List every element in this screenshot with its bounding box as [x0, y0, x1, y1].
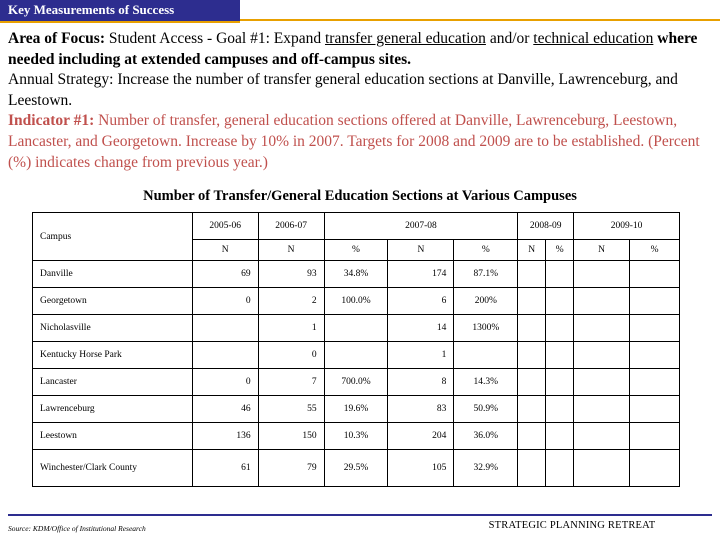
row-cell	[546, 423, 574, 450]
row-cell: 29.5%	[324, 450, 388, 487]
row-cell	[574, 450, 630, 487]
row-cell: 6	[388, 288, 454, 315]
row-cell	[574, 369, 630, 396]
row-cell	[630, 450, 680, 487]
row-campus: Georgetown	[33, 288, 193, 315]
header-year-2006-07: 2006-07	[258, 213, 324, 240]
subheader-n-2005: N	[192, 240, 258, 261]
row-cell: 50.9%	[454, 396, 518, 423]
indicator-paragraph	[8, 111, 714, 173]
row-cell: 105	[388, 450, 454, 487]
subheader-pct-2006: %	[324, 240, 388, 261]
table-row	[33, 261, 680, 288]
row-cell: 61	[192, 450, 258, 487]
row-cell: 79	[258, 450, 324, 487]
subheader-pct-2008: %	[546, 240, 574, 261]
table-row	[33, 288, 680, 315]
area-of-focus-text-3: where needed including at extended campuses and off-campus sites.	[8, 30, 698, 68]
row-campus: Danville	[33, 261, 193, 288]
row-cell: 204	[388, 423, 454, 450]
header-year-2007-08: 2007-08	[324, 213, 518, 240]
row-cell: 7	[258, 369, 324, 396]
title-bar-rule	[240, 19, 720, 21]
row-cell	[454, 342, 518, 369]
row-cell	[574, 423, 630, 450]
row-cell: 87.1%	[454, 261, 518, 288]
row-campus: Nicholasville	[33, 315, 193, 342]
subheader-n-2006: N	[258, 240, 324, 261]
row-campus: Kentucky Horse Park	[33, 342, 193, 369]
row-cell: 8	[388, 369, 454, 396]
subheader-n-2009: N	[574, 240, 630, 261]
row-cell: 136	[192, 423, 258, 450]
row-cell	[546, 396, 574, 423]
row-cell: 10.3%	[324, 423, 388, 450]
row-campus: Lawrenceburg	[33, 396, 193, 423]
row-cell	[518, 396, 546, 423]
area-of-focus-text-1: Student Access - Goal #1: Expand	[105, 30, 325, 47]
row-cell	[546, 288, 574, 315]
table-row	[33, 450, 680, 487]
row-cell	[574, 396, 630, 423]
row-cell	[630, 423, 680, 450]
indicator-label: Indicator #1:	[8, 112, 95, 130]
body-text-block	[8, 29, 714, 173]
subheader-pct-2007: %	[454, 240, 518, 261]
row-cell	[518, 315, 546, 342]
area-of-focus-underline-1: transfer general education	[324, 30, 486, 47]
row-cell	[574, 288, 630, 315]
header-year-2005-06: 2005-06	[192, 213, 258, 240]
row-cell	[518, 450, 546, 487]
subheader-n-2007: N	[388, 240, 454, 261]
row-cell: 150	[258, 423, 324, 450]
row-cell	[630, 315, 680, 342]
row-cell	[518, 261, 546, 288]
row-cell: 32.9%	[454, 450, 518, 487]
table-caption: Number of Transfer/General Education Sections at Various Campuses	[143, 188, 577, 204]
footer-divider	[8, 514, 712, 516]
row-campus: Lancaster	[33, 369, 193, 396]
row-cell	[546, 369, 574, 396]
row-cell: 55	[258, 396, 324, 423]
row-cell: 2	[258, 288, 324, 315]
row-cell	[324, 342, 388, 369]
table-row	[33, 342, 680, 369]
data-table-wrapper	[32, 212, 680, 487]
row-cell: 93	[258, 261, 324, 288]
row-campus: Leestown	[33, 423, 193, 450]
row-cell	[574, 261, 630, 288]
annual-strategy-paragraph	[8, 70, 714, 111]
row-cell	[630, 369, 680, 396]
row-cell: 19.6%	[324, 396, 388, 423]
row-cell: 1	[388, 342, 454, 369]
row-cell	[546, 342, 574, 369]
area-of-focus-text-2: and/or	[485, 30, 534, 47]
row-cell: 0	[192, 288, 258, 315]
table-header-row	[33, 213, 680, 240]
row-cell	[518, 288, 546, 315]
row-cell	[630, 261, 680, 288]
row-cell	[574, 315, 630, 342]
footer-source: Source: KDM/Office of Institutional Research	[8, 524, 146, 533]
row-cell	[546, 450, 574, 487]
row-cell	[324, 315, 388, 342]
row-cell: 0	[258, 342, 324, 369]
subheader-n-2008: N	[518, 240, 546, 261]
row-cell: 0	[192, 369, 258, 396]
row-cell	[546, 261, 574, 288]
area-of-focus-label: Area of Focus:	[8, 30, 105, 47]
row-cell	[630, 342, 680, 369]
row-cell	[192, 342, 258, 369]
row-cell: 14	[388, 315, 454, 342]
row-cell	[630, 288, 680, 315]
row-cell: 14.3%	[454, 369, 518, 396]
row-cell	[518, 342, 546, 369]
table-row	[33, 396, 680, 423]
area-of-focus-paragraph	[8, 29, 714, 70]
area-of-focus-underline-2: technical education	[533, 30, 654, 47]
row-cell	[546, 315, 574, 342]
row-cell: 1300%	[454, 315, 518, 342]
row-cell: 46	[192, 396, 258, 423]
row-cell: 174	[388, 261, 454, 288]
row-cell: 700.0%	[324, 369, 388, 396]
row-cell: 200%	[454, 288, 518, 315]
table-row	[33, 423, 680, 450]
row-cell: 69	[192, 261, 258, 288]
row-cell	[518, 369, 546, 396]
annual-strategy-text: Increase the number of transfer general education sections at Danville, Lawrenceburg, and Leestown.	[8, 71, 678, 109]
row-cell: 1	[258, 315, 324, 342]
header-year-2009-10: 2009-10	[574, 213, 680, 240]
row-campus: Winchester/Clark County	[33, 450, 193, 487]
row-cell: 36.0%	[454, 423, 518, 450]
header-year-2008-09: 2008-09	[518, 213, 574, 240]
table-row	[33, 315, 680, 342]
sections-table	[32, 212, 680, 487]
indicator-text: Number of transfer, general education sections offered at Danville, Lawrenceburg, Leestown, Lancaster, and Georgetown. Increase by 10% in 2007. Targets for 2008 and 2009 are to be established. (Percent (%) indicates change from previous year.)	[8, 112, 700, 171]
subheader-pct-2009: %	[630, 240, 680, 261]
row-cell	[630, 396, 680, 423]
page-title: Key Measurements of Success	[8, 2, 175, 17]
row-cell: 100.0%	[324, 288, 388, 315]
footer-retreat-label: STRATEGIC PLANNING RETREAT	[488, 520, 656, 531]
row-cell	[518, 423, 546, 450]
row-cell	[192, 315, 258, 342]
row-cell: 34.8%	[324, 261, 388, 288]
row-cell: 83	[388, 396, 454, 423]
row-cell	[574, 342, 630, 369]
table-row	[33, 369, 680, 396]
annual-strategy-label: Annual Strategy:	[8, 71, 114, 89]
header-campus: Campus	[33, 213, 193, 261]
